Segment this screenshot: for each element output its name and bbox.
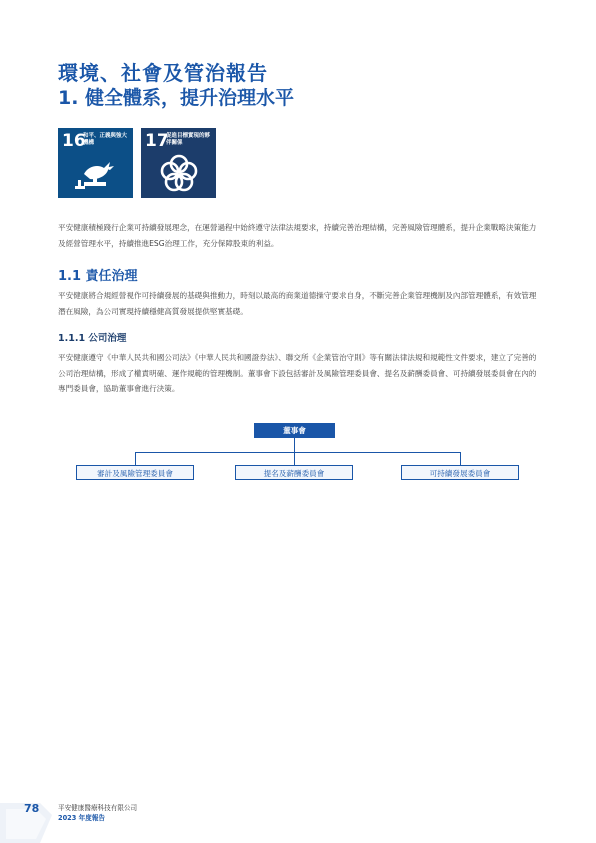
org-connector-horizontal <box>135 452 461 453</box>
org-connector-center <box>294 452 295 465</box>
org-sustainability-committee: 可持續發展委員會 <box>401 465 519 480</box>
org-connector-right <box>460 452 461 465</box>
org-connector-vertical <box>294 438 295 452</box>
footer-company: 平安健康醫療科技有限公司 <box>58 804 138 812</box>
sdg-17-number: 17 <box>145 131 169 151</box>
section-heading: 1.1 責任治理 <box>58 269 138 284</box>
section-paragraph: 平安健康將合規經營視作可持續發展的基礎與推動力，時刻以最高的商業道德操守要求自身，不斷完善企業管理機制及內部管理體系，有效管理潛在風險，為公司實現持續穩健高質發展提供堅實基礎。 <box>58 291 537 316</box>
org-nomination-committee: 提名及薪酬委員會 <box>235 465 353 480</box>
partnership-rings-icon <box>153 152 205 194</box>
sdg-16-label: 和平、正義與強大機構 <box>83 133 128 146</box>
page-number: 78 <box>24 802 40 815</box>
page-title: 環境、社會及管治報告 <box>58 61 268 85</box>
org-board: 董事會 <box>254 423 335 438</box>
section-title: 1. 健全體系，提升治理水平 <box>58 87 295 109</box>
sdg-16-number: 16 <box>62 131 86 151</box>
sdg-17-tile <box>141 128 216 198</box>
subsection-heading: 1.1.1 公司治理 <box>58 333 127 344</box>
org-connector-left <box>135 452 136 465</box>
intro-paragraph: 平安健康積極踐行企業可持續發展理念，在運營過程中始終遵守法律法規要求，持續完善治理結構，完善風險管理體系，提升企業戰略決策能力及經營管理水平，持續推進ESG治理工作，充分保障股東的利益。 <box>58 223 537 248</box>
sdg-16-tile <box>58 128 133 198</box>
sdg-17-label: 促進目標實現的夥伴關係 <box>166 133 211 146</box>
subsection-paragraph: 平安健康遵守《中華人民共和國公司法》《中華人民共和國證券法》、聯交所《企業管治守則》等有關法律法規和規範性文件要求，建立了完善的公司治理結構，形成了權責明確、運作規範的管理機制。董事會下設包括審計及風險管理委員會、提名及薪酬委員會、可持續發展委員會在內的專門委員會，協助董事會進行決策。 <box>58 353 537 393</box>
footer-report-title: 2023 年度報告 <box>58 814 106 822</box>
org-audit-committee: 審計及風險管理委員會 <box>76 465 194 480</box>
dove-gavel-icon <box>70 152 122 194</box>
